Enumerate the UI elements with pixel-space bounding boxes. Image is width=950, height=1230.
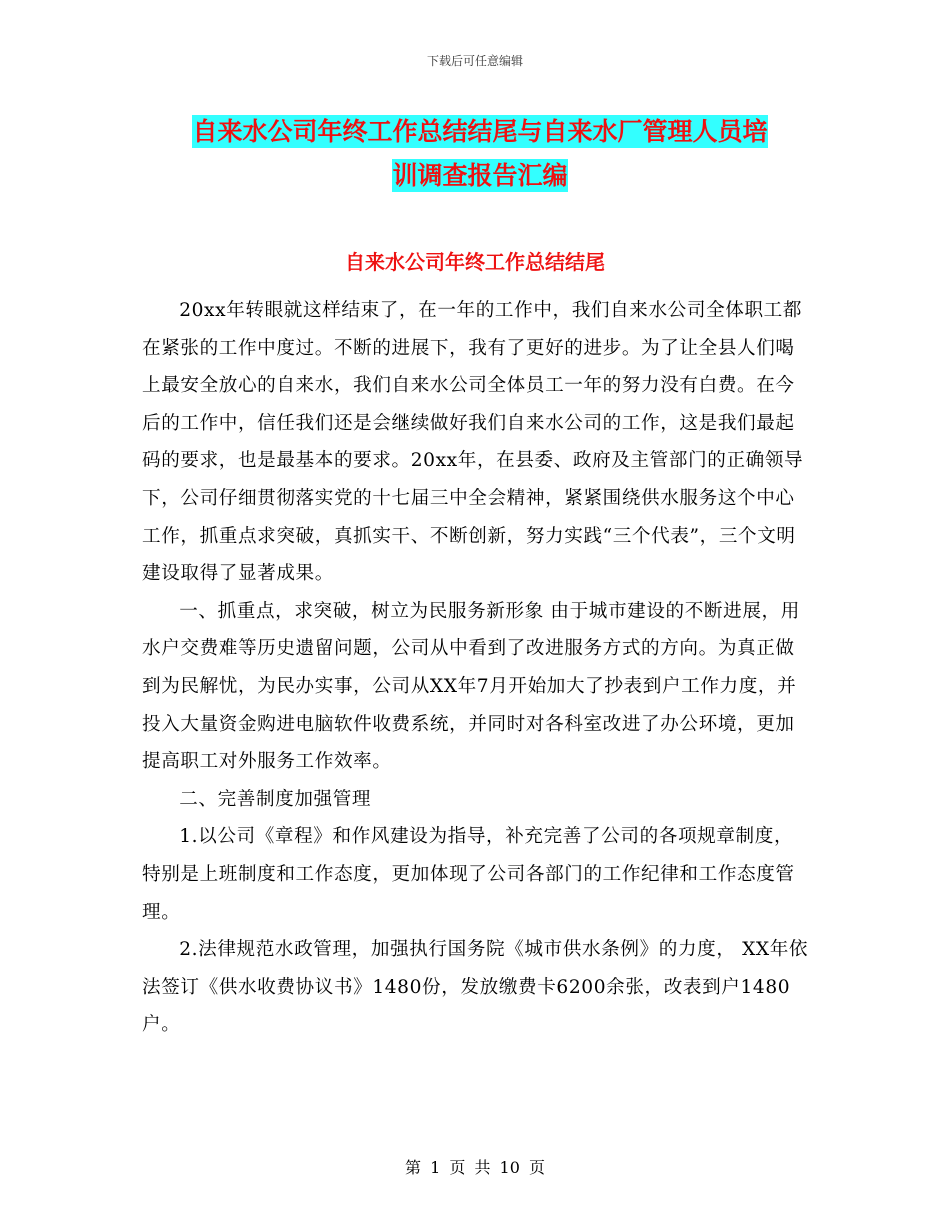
paragraph-intro: 20xx年转眼就这样结束了，在一年的工作中，我们自来水公司全体职工都在紧张的工作中度过。不断的进展下，我有了更好的进步。为了让全县人们喝上最安全放心的自来水，我们自来水公司全体员工一年的努力没有白费。在今后的工作中，信任我们还是会继续做好我们自来水公司的工作，这是我们最起码的要求，也是最基本的要求。20xx年，在县委、政府及主管部门的正确领导下，公司仔细贯彻落实党的十七届三中全会精神，紧紧围绕供水服务这个中心工作，抓重点求突破，真抓实干、不断创新，努力实践“三个代表”，三个文明建设取得了显著成果。 <box>142 300 804 585</box>
paragraph-point-two-heading: 二、完善制度加强管理 <box>179 788 372 810</box>
document-title-line-1: 自来水公司年终工作总结结尾与自来水厂管理人员培 <box>192 117 768 146</box>
paragraph-item-2: 2.法律规范水政管理，加强执行国务院《城市供水条例》的力度， XX年依法签订《供水收费协议书》1480份，发放缴费卡6200余张，改表到户1480户。 <box>142 939 809 1036</box>
document-title-line-2: 训调查报告汇编 <box>392 161 568 190</box>
document-title <box>150 110 810 198</box>
document-body <box>142 292 810 1044</box>
paragraph-item-1: 1.以公司《章程》和作风建设为指导，补充完善了公司的各项规章制度，特别是上班制度和工作态度，更加体现了公司各部门的工作纪律和工作态度管理。 <box>142 826 795 923</box>
section-title: 自来水公司年终工作总结结尾 <box>345 250 605 274</box>
page-footer-pagination: 第 1 页 共 10 页 <box>405 1158 545 1177</box>
paragraph-point-one: 一、抓重点，求突破，树立为民服务新形象 由于城市建设的不断进展，用水户交费难等历史遗留问题，公司从中看到了改进服务方式的方向。为真正做到为民解忧，为民办实事，公司从XX年7月开始加大了抄表到户工作力度，并投入大量资金购进电脑软件收费系统，并同时对各科室改进了办公环境，更加提高职工对外服务工作效率。 <box>142 600 800 773</box>
page-header-note: 下载后可任意编辑 <box>426 54 523 68</box>
